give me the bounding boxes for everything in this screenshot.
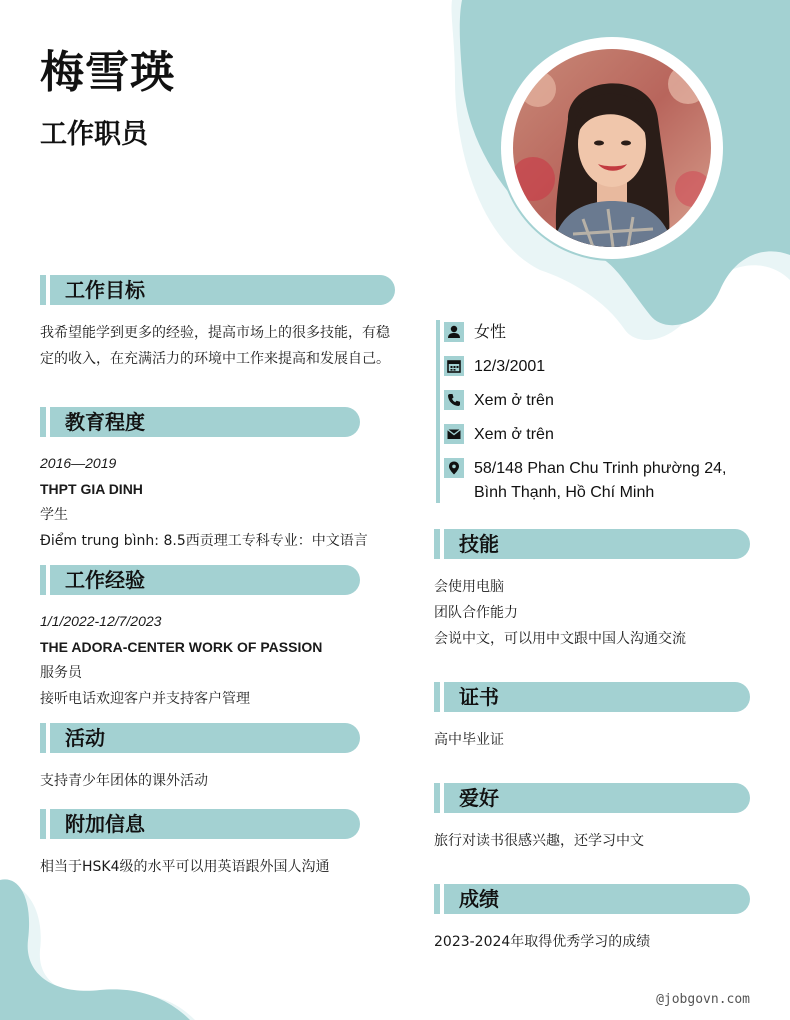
- section-title: 证书: [459, 685, 499, 709]
- location-icon: [444, 458, 464, 478]
- education-school: THPT GIA DINH: [40, 481, 143, 497]
- section-certificates-header: [434, 682, 750, 712]
- header-accent-bar: [434, 783, 440, 813]
- header-accent-bar: [434, 884, 440, 914]
- section-skills-header: [434, 529, 750, 559]
- activities-text: 支持青少年团体的课外活动: [40, 773, 208, 789]
- section-hobbies-header: [434, 783, 750, 813]
- watermark: @jobgovn.com: [656, 992, 750, 1007]
- skills-list: [434, 574, 754, 652]
- section-title: 工作经验: [65, 568, 145, 592]
- header-accent-bar: [40, 723, 46, 753]
- section-objective-header: [40, 275, 395, 305]
- achievements-text: 2023-2024年取得优秀学习的成绩: [434, 934, 651, 950]
- section-activities-header: [40, 723, 360, 753]
- certificates-text: 高中毕业证: [434, 732, 504, 748]
- person-icon: [444, 322, 464, 342]
- experience-role: 服务员: [40, 665, 82, 681]
- section-title: 爱好: [459, 786, 499, 810]
- education-detail: Điểm trung bình: 8.5西贡理工专科专业：中文语言: [40, 533, 368, 549]
- experience-detail: 接听电话欢迎客户并支持客户管理: [40, 691, 250, 707]
- header-accent-bar: [40, 275, 46, 305]
- calendar-icon: [444, 356, 464, 376]
- profile-photo: [513, 49, 711, 247]
- header-accent-bar: [434, 682, 440, 712]
- address-line: Bình Thạnh, Hồ Chí Minh: [474, 484, 655, 501]
- section-title: 成绩: [459, 887, 499, 911]
- candidate-name: 梅雪瑛: [40, 47, 175, 98]
- education-role: 学生: [40, 507, 68, 523]
- address-value: [474, 457, 727, 505]
- job-title: 工作职员: [40, 119, 148, 150]
- header-accent-bar: [40, 809, 46, 839]
- skill-item: 会使用电脑: [434, 579, 504, 595]
- skill-item: 团队合作能力: [434, 605, 518, 621]
- header-accent-bar: [434, 529, 440, 559]
- phone-icon: [444, 390, 464, 410]
- mail-icon: [444, 424, 464, 444]
- additional-text: 相当于HSK4级的水平可以用英语跟外国人沟通: [40, 859, 330, 875]
- section-achievements-header: [434, 884, 750, 914]
- experience-company: THE ADORA-CENTER WORK OF PASSION: [40, 639, 323, 655]
- section-title: 教育程度: [65, 410, 145, 434]
- section-title: 活动: [65, 726, 105, 750]
- phone-value: Xem ở trên: [474, 392, 554, 409]
- education-date: 2016—2019: [40, 455, 117, 471]
- objective-text: [40, 320, 400, 372]
- experience-date: 1/1/2022-12/7/2023: [40, 613, 162, 629]
- info-accent-bar: [436, 320, 440, 503]
- email-value: Xem ở trên: [474, 426, 554, 443]
- gender-value: 女性: [474, 324, 507, 341]
- objective-line: 我希望能学到更多的经验，提高市场上的很多技能，有稳: [40, 325, 390, 341]
- hobbies-text: 旅行对读书很感兴趣，还学习中文: [434, 833, 644, 849]
- education-entry: [40, 450, 400, 554]
- section-title: 工作目标: [65, 278, 145, 302]
- birthday-value: 12/3/2001: [474, 358, 546, 375]
- section-title: 技能: [459, 532, 499, 556]
- section-experience-header: [40, 565, 360, 595]
- profile-photo-frame: [501, 37, 723, 259]
- header-accent-bar: [40, 565, 46, 595]
- experience-entry: [40, 608, 400, 712]
- objective-line: 定的收入，在充满活力的环境中工作来提高和发展自己。: [40, 351, 390, 367]
- section-title: 附加信息: [65, 812, 145, 836]
- skill-item: 会说中文，可以用中文跟中国人沟通交流: [434, 631, 686, 647]
- header-accent-bar: [40, 407, 46, 437]
- address-line: 58/148 Phan Chu Trinh phường 24,: [474, 460, 727, 477]
- section-education-header: [40, 407, 360, 437]
- section-additional-header: [40, 809, 360, 839]
